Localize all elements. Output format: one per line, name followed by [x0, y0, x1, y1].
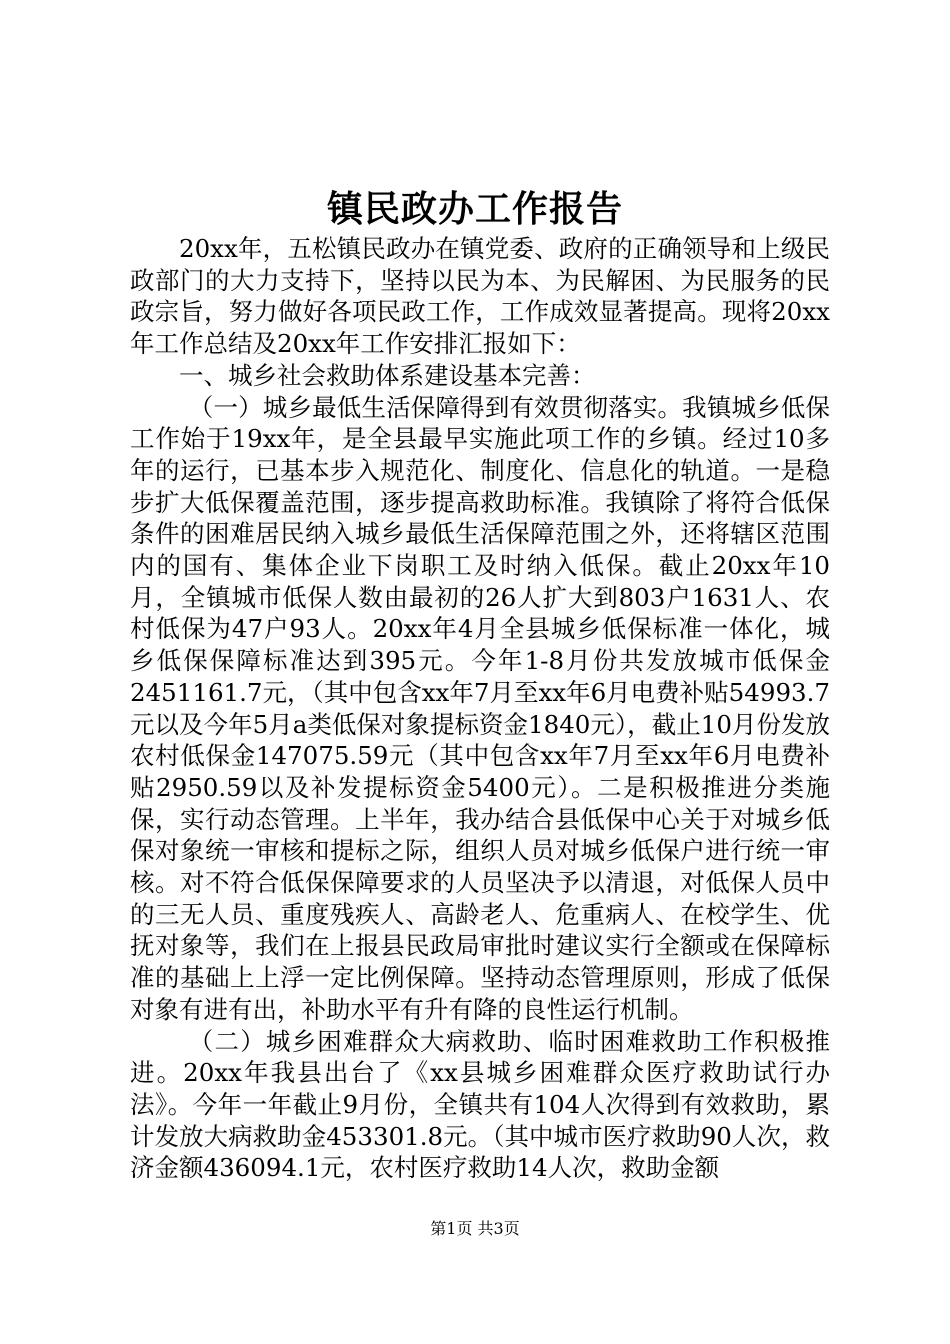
- subsection-paragraph-2: （二）城乡困难群众大病救助、临时困难救助工作积极推进。20xx年我县出台了《xx县城乡困难群众医疗救助试行办法》。今年一年截止9月份，全镇共有104人次得到有效救助，累计发放大病救助金453301.8元。（其中城市医疗救助90人次，救济金额436094.1元，农村医疗救助14人次，救助金额: [130, 1026, 830, 1183]
- page-number-footer: 第1页 共3页: [430, 1219, 520, 1238]
- document-body: [130, 233, 830, 1184]
- section-heading: 一、城乡社会救助体系建设基本完善：: [179, 360, 596, 390]
- intro-paragraph: 20xx年，五松镇民政办在镇党委、政府的正确领导和上级民政部门的大力支持下，坚持以民为本、为民解困、为民服务的民政宗旨，努力做好各项民政工作，工作成效显著提高。现将20xx年工作总结及20xx年工作安排汇报如下：: [130, 234, 830, 359]
- subsection-paragraph-1: （一）城乡最低生活保障得到有效贯彻落实。我镇城乡低保工作始于19xx年，是全县最早实施此项工作的乡镇。经过10多年的运行，已基本步入规范化、制度化、信息化的轨道。一是稳步扩大低保覆盖范围，逐步提高救助标准。我镇除了将符合低保条件的困难居民纳入城乡最低生活保障范围之外，还将辖区范围内的国有、集体企业下岗职工及时纳入低保。截止20xx年10月，全镇城市低保人数由最初的26人扩大到803户1631人、农村低保为47户93人。20xx年4月全县城乡低保标准一体化，城乡低保保障标准达到395元。今年1-8月份共发放城市低保金2451161.7元，（其中包含xx年7月至xx年6月电费补贴54993.7元以及今年5月a类低保对象提标资金1840元），截止10月份发放农村低保金147075.59元（其中包含xx年7月至xx年6月电费补贴2950.59以及补发提标资金5400元）。二是积极推进分类施保，实行动态管理。上半年，我办结合县低保中心关于对城乡低保对象统一审核和提标之际，组织人员对城乡低保户进行统一审核。对不符合低保保障要求的人员坚决予以清退，对低保人员中的三无人员、重度残疾人、高龄老人、危重病人、在校学生、优抚对象等，我们在上报县民政局审批时建议实行全额或在保障标准的基础上上浮一定比例保障。坚持动态管理原则，形成了低保对象有进有出，补助水平有升有降的良性运行机制。: [130, 392, 830, 1024]
- document-title: 镇民政办工作报告: [326, 188, 623, 230]
